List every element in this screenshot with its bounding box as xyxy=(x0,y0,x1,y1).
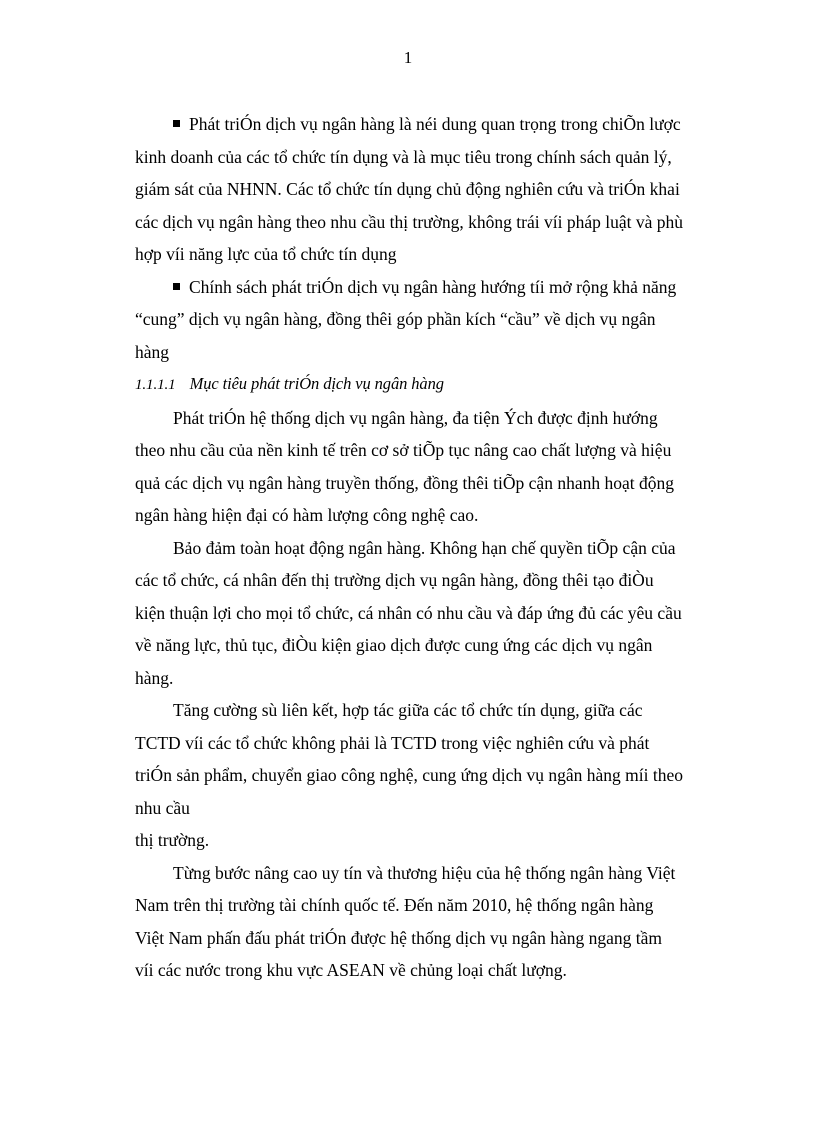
text-line: kinh doanh của các tổ chức tín dụng và là mục tiêu trong chính sách quản lý, xyxy=(135,146,672,167)
text-line: triÓn sản phẩm, chuyển giao công nghệ, cung ứng dịch vụ ngân hàng míi theo xyxy=(135,765,683,785)
text-line: Chính sách phát triÓn dịch vụ ngân hàng hướng tíi mở rộng khả năng xyxy=(189,276,677,297)
text-line: các dịch vụ ngân hàng theo nhu cầu thị trường, không trái víi pháp luật và phù xyxy=(135,211,683,232)
text-line: thị trường. xyxy=(135,830,210,850)
text-line: Việt Nam phấn đấu phát triÓn được hệ thống dịch vụ ngân hàng ngang tầm xyxy=(135,927,663,948)
bullet-paragraph-2 xyxy=(135,271,739,369)
text-line: ngân hàng hiện đại có hàm lượng công nghệ cao. xyxy=(135,505,479,525)
paragraph-4 xyxy=(135,857,739,987)
text-line: Phát triÓn dịch vụ ngân hàng là néi dung quan trọng trong chiÕn lược xyxy=(189,114,681,134)
paragraph-2 xyxy=(135,532,739,695)
text-line: về năng lực, thủ tục, điÒu kiện giao dịch được cung ứng các dịch vụ ngân xyxy=(135,635,653,655)
text-line: Tăng cường sù liên kết, hợp tác giữa các tổ chức tín dụng, giữa các xyxy=(173,700,643,720)
text-line: giám sát của NHNN. Các tổ chức tín dụng chủ động nghiên cứu và triÓn khai xyxy=(135,179,680,199)
page-number: 1 xyxy=(403,48,413,67)
bullet-paragraph-1 xyxy=(135,108,739,271)
section-heading xyxy=(135,368,739,402)
text-line: kiện thuận lợi cho mọi tổ chức, cá nhân có nhu cầu và đáp ứng đủ các yêu cầu xyxy=(135,602,682,623)
heading-number: 1.1.1.1 xyxy=(135,377,176,393)
square-bullet-icon xyxy=(173,120,180,127)
document-body xyxy=(135,108,739,987)
paragraph-3 xyxy=(135,694,739,857)
paragraph-1 xyxy=(135,402,739,532)
text-line: Bảo đảm toàn hoạt động ngân hàng. Không hạn chế quyền tiÕp cận của xyxy=(173,537,676,558)
text-line: Từng bước nâng cao uy tín và thương hiệu của hệ thống ngân hàng Việt xyxy=(173,862,676,883)
text-line: hàng xyxy=(135,341,170,362)
text-line: TCTD víi các tổ chức không phải là TCTD trong việc nghiên cứu và phát xyxy=(135,732,650,753)
text-line: víi các nước trong khu vực ASEAN về chủng loại chất lượng. xyxy=(135,960,567,980)
text-line: Phát triÓn hệ thống dịch vụ ngân hàng, đa tiện Ých được định hướng xyxy=(173,407,658,428)
text-line: hàng. xyxy=(135,667,174,688)
heading-text: Mục tiêu phát triÓn dịch vụ ngân hàng xyxy=(189,374,444,393)
text-line: Nam trên thị trường tài chính quốc tế. Đến năm 2010, hệ thống ngân hàng xyxy=(135,895,654,915)
text-line: nhu cầu xyxy=(135,797,190,818)
text-line: theo nhu cầu của nền kinh tế trên cơ sở tiÕp tục nâng cao chất lượng và hiệu xyxy=(135,440,672,460)
square-bullet-icon xyxy=(173,283,180,290)
text-line: hợp víi năng lực của tổ chức tín dụng xyxy=(135,244,397,264)
text-line: quả các dịch vụ ngân hàng truyền thống, đồng thêi tiÕp cận nhanh hoạt động xyxy=(135,472,674,493)
text-line: “cung” dịch vụ ngân hàng, đồng thêi góp phần kích “cầu” về dịch vụ ngân xyxy=(135,309,656,329)
text-line: các tổ chức, cá nhân đến thị trường dịch vụ ngân hàng, đồng thêi tạo điÒu xyxy=(135,570,654,590)
